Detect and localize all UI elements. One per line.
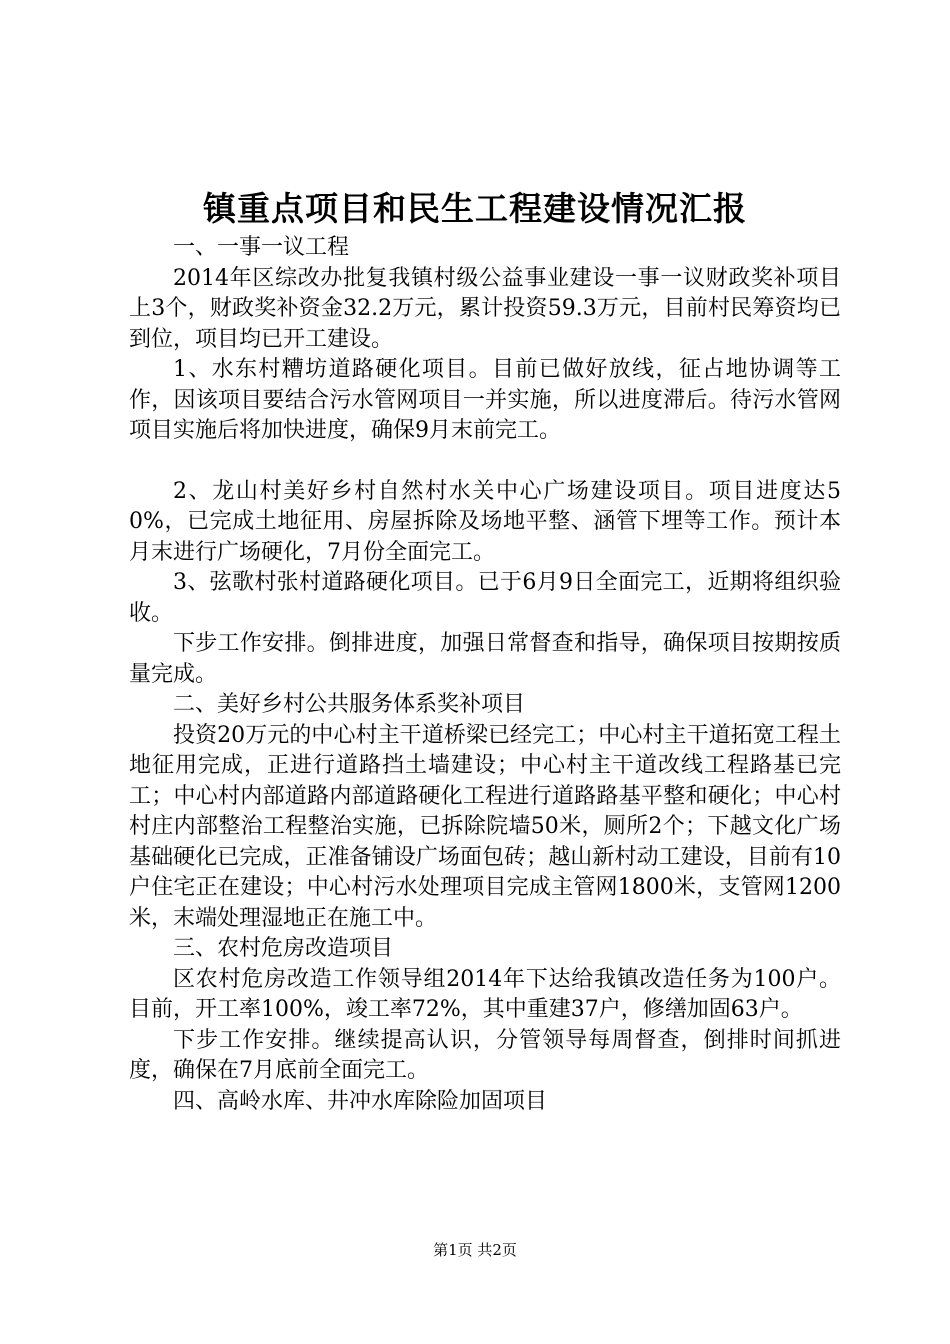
- page-footer: 第1页 共2页: [433, 1241, 517, 1259]
- paragraph: 1、水东村糟坊道路硬化项目。目前已做好放线，征占地协调等工作，因该项目要结合污水管网项目一并实施，所以进度滞后。待污水管网项目实施后将加快进度，确保9月末前完工。: [129, 357, 841, 443]
- document-body: [129, 233, 841, 1117]
- paragraph: 区农村危房改造工作领导组2014年下达给我镇改造任务为100户。目前，开工率100%，竣工率72%，其中重建37户，修缮加固63户。: [129, 966, 841, 1022]
- document-title: 镇重点项目和民生工程建设情况汇报: [203, 189, 747, 228]
- paragraph: 投资20万元的中心村主干道桥梁已经完工；中心村主干道拓宽工程土地征用完成，正进行道路挡土墙建设；中心村主干道改线工程路基已完工；中心村内部道路内部道路硬化工程进行道路路基平整和硬化；中心村村庄内部整治工程整治实施，已拆除院墙50米，厕所2个；下越文化广场基础硬化已完成，正准备铺设广场面包砖；越山新村动工建设，目前有10户住宅正在建设；中心村污水处理项目完成主管网1800米，支管网1200米，末端处理湿地正在施工中。: [129, 722, 841, 931]
- section-heading-1: 一、一事一议工程: [173, 235, 350, 260]
- paragraph: 下步工作安排。继续提高认识，分管领导每周督查，倒排时间抓进度，确保在7月底前全面完工。: [129, 1027, 841, 1083]
- paragraph: 下步工作安排。倒排进度，加强日常督查和指导，确保项目按期按质量完成。: [129, 631, 841, 687]
- paragraph: 2、龙山村美好乡村自然村水关中心广场建设项目。项目进度达50%，已完成土地征用、房屋拆除及场地平整、涵管下埋等工作。预计本月末进行广场硬化，7月份全面完工。: [129, 478, 841, 565]
- section-heading-2: 二、美好乡村公共服务体系奖补项目: [173, 692, 526, 717]
- paragraph: 3、弦歌村张村道路硬化项目。已于6月9日全面完工，近期将组织验收。: [129, 570, 841, 626]
- section-heading-4: 四、高岭水库、井冲水库除险加固项目: [173, 1088, 548, 1114]
- paragraph: 2014年区综改办批复我镇村级公益事业建设一事一议财政奖补项目上3个，财政奖补资金32.2万元，累计投资59.3万元，目前村民筹资均已到位，项目均已开工建设。: [129, 265, 841, 352]
- section-heading-3: 三、农村危房改造项目: [173, 936, 394, 961]
